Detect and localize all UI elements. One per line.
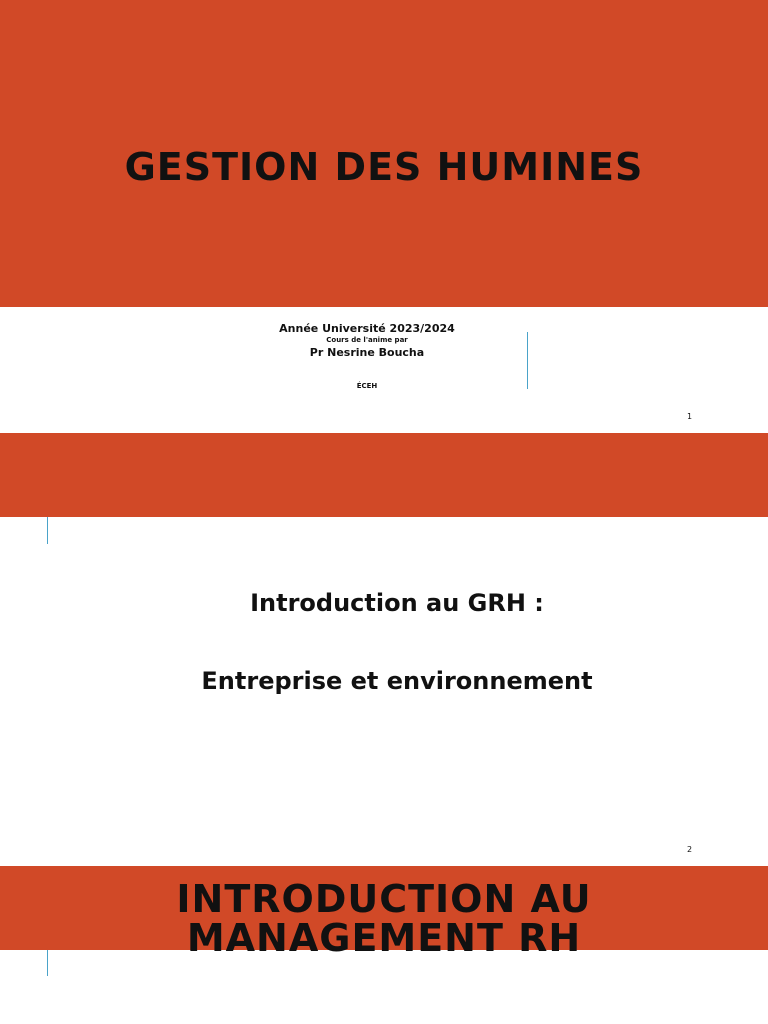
page-number: 1	[687, 412, 693, 421]
course-line: Cours de l'anime par	[326, 336, 408, 344]
academic-year: Année Université 2023/2024	[279, 322, 455, 335]
slide1-title: GESTION DES HUMINES	[124, 145, 644, 189]
slide1-accent-line	[527, 332, 528, 389]
school-name: ÉCEH	[356, 382, 378, 390]
slide2-accent-line	[47, 517, 48, 544]
page-number: 2	[687, 845, 693, 854]
slide2-heading: Introduction au GRH :	[250, 589, 544, 617]
slide3-title-line2: MANAGEMENT RH	[186, 916, 582, 960]
slide2-subtitle: Entreprise et environnement	[201, 667, 593, 695]
slide3-accent-line	[47, 950, 48, 976]
professor-name: Pr Nesrine Boucha	[309, 346, 425, 359]
slide3-title-line1: INTRODUCTION AU	[176, 877, 592, 921]
slide2-title-band	[0, 433, 768, 517]
slide3-title	[0, 877, 768, 960]
